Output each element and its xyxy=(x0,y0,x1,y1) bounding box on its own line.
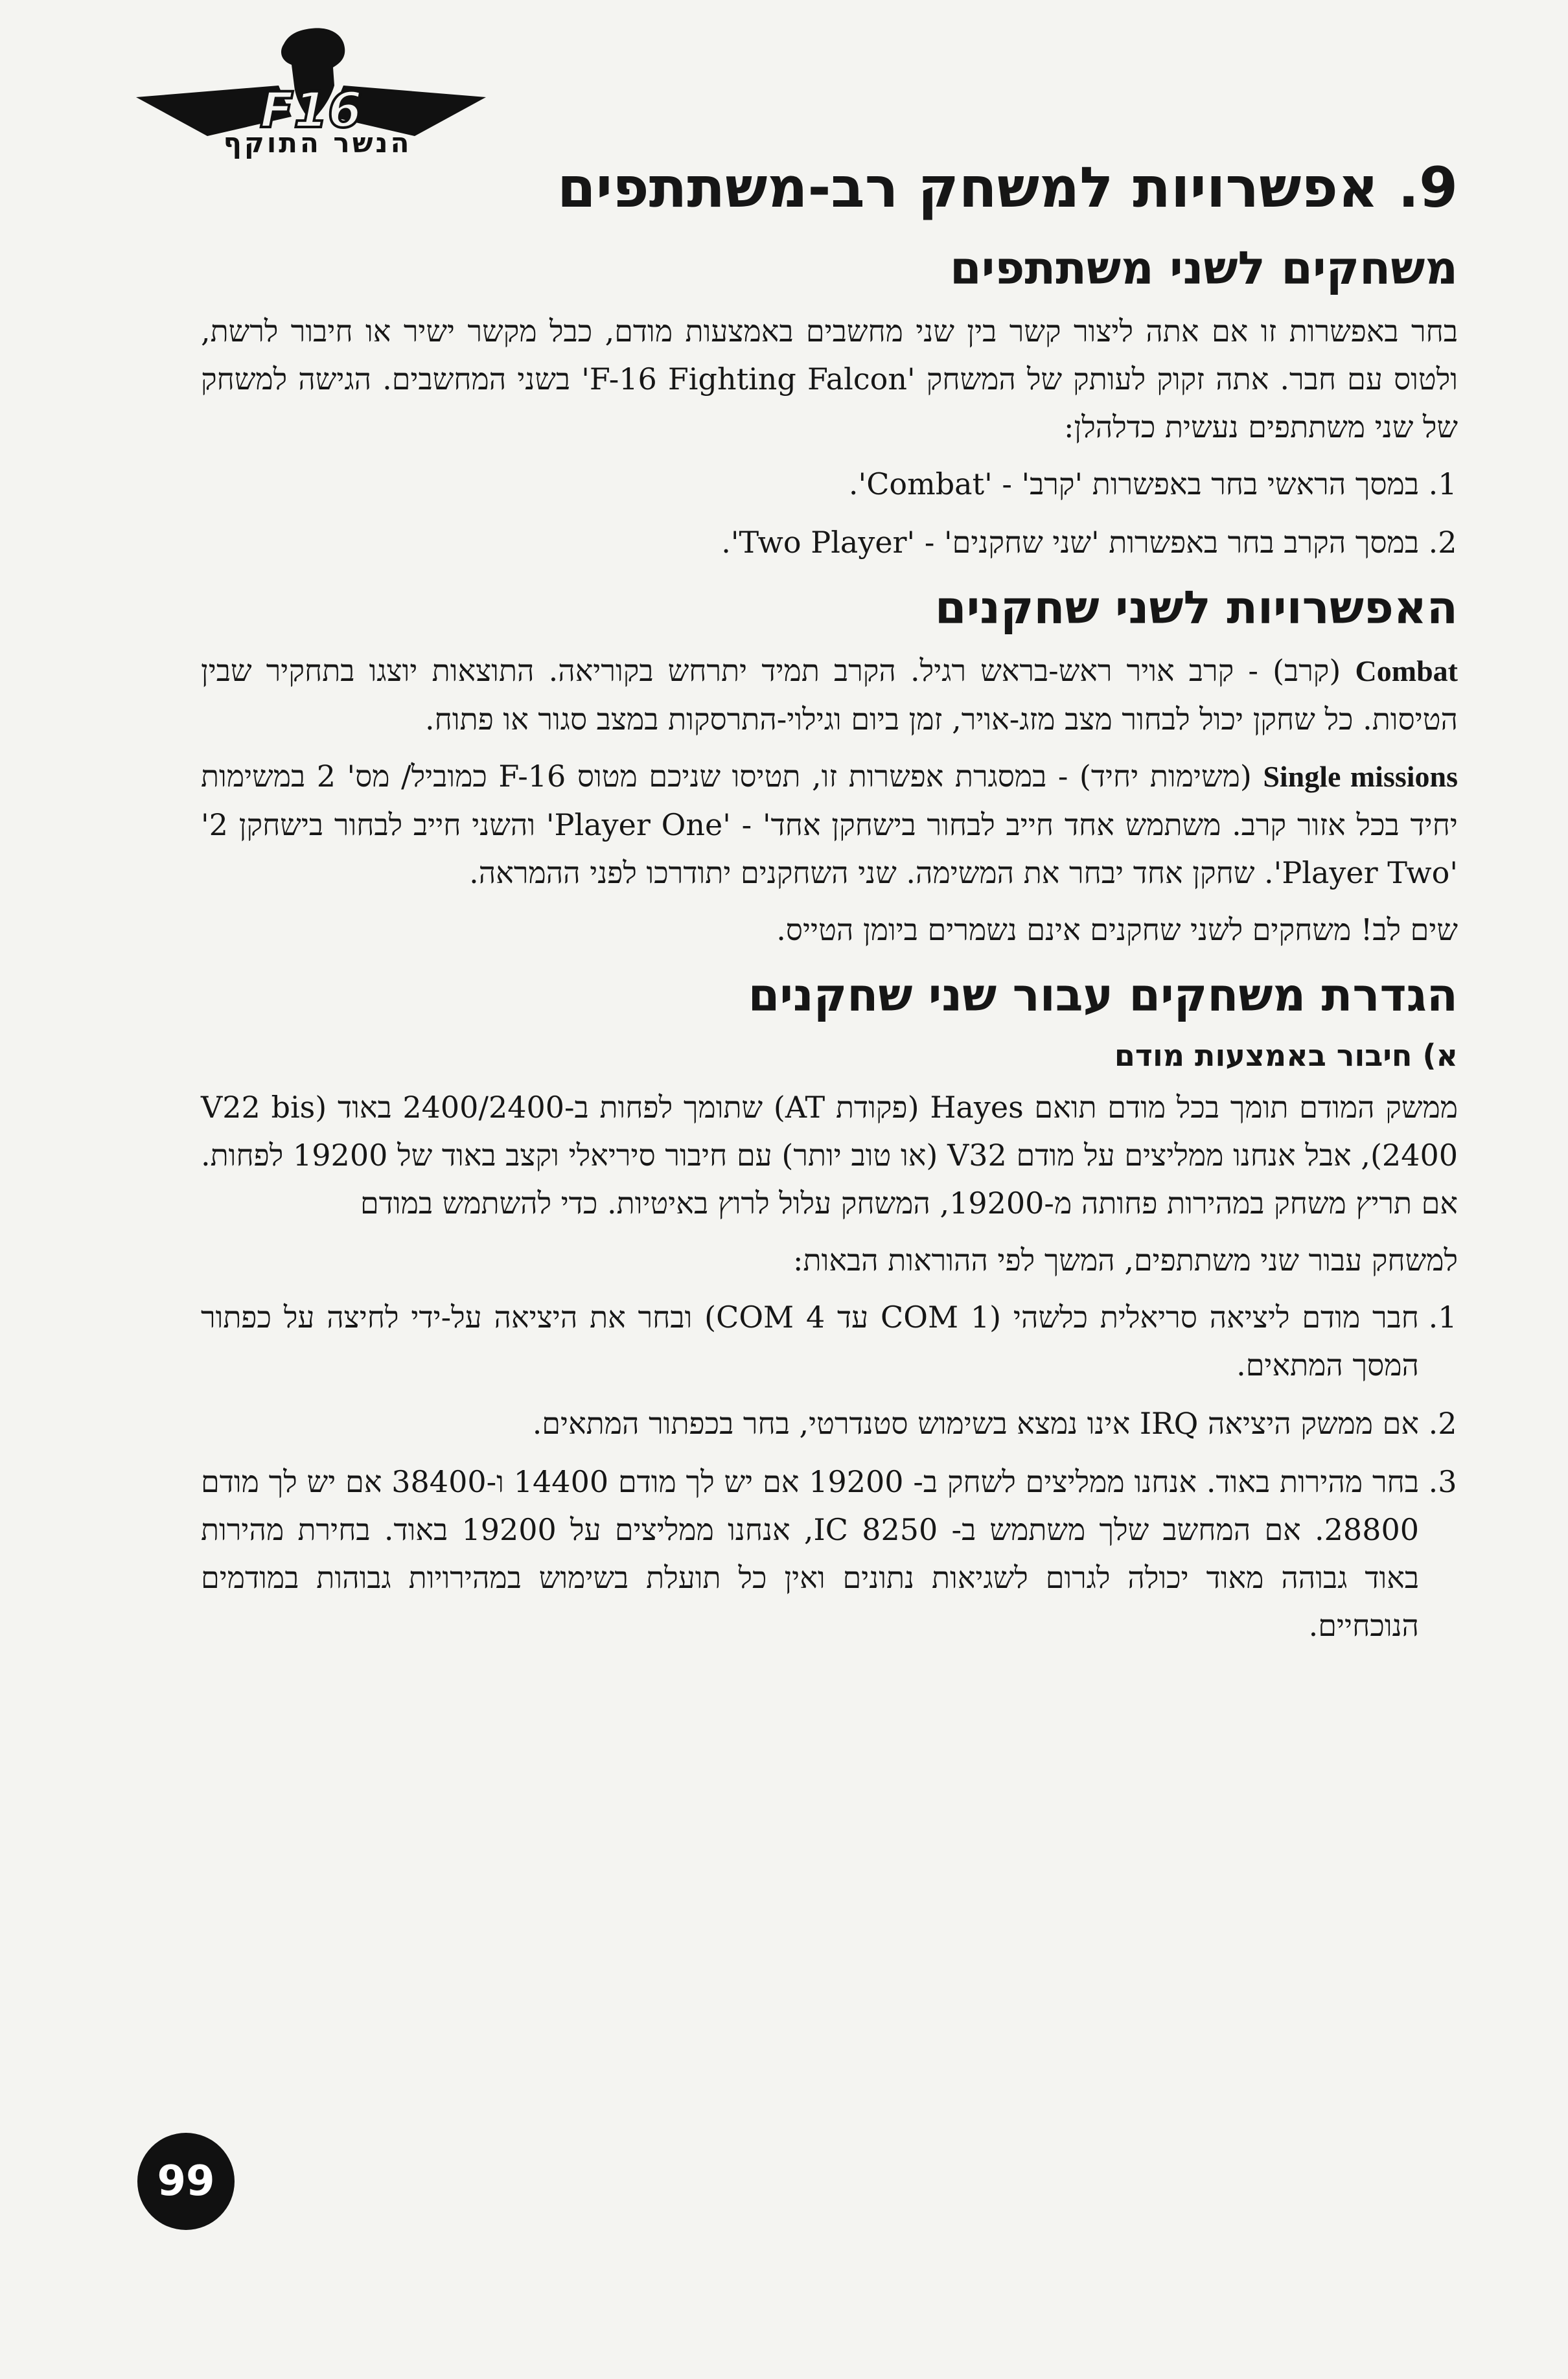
single-missions-paragraph xyxy=(201,752,1458,897)
list-item: 2. אם ממשק היציאה IRQ אינו נמצא בשימוש סטנדרטי, בחר בכפתור המתאים. xyxy=(201,1399,1419,1447)
modem-steps-list xyxy=(201,1293,1458,1649)
list-item: 1. חבר מודם ליציאה סריאלית כלשהי (COM 1 עד COM 4) ובחר את היציאה על-ידי לחיצה על כפתור המסך המתאים. xyxy=(201,1293,1419,1389)
svg-text:F16: F16 xyxy=(260,81,362,139)
single-missions-term: Single missions xyxy=(1263,760,1458,793)
intro-paragraph: בחר באפשרות זו אם אתה ליצור קשר בין שני מחשבים באמצעות מודם, כבל מקשר ישיר או חיבור לרשת, ולטוס עם חבר. אתה זקוק לעותק של המשחק 'F-16 Fighting Falcon' בשני המחשבים. הגישה למשחק של שני משתתפים נעשית כדלהלן: xyxy=(201,314,1458,444)
modem-subtitle: א) חיבור באמצעות מודם xyxy=(1114,1038,1458,1073)
chapter-heading: 9. אפשרויות למשחק רב-משתתפים xyxy=(557,155,1458,220)
page-number: 99 xyxy=(137,2133,235,2230)
combat-term: Combat xyxy=(1355,654,1458,687)
list-item: 1. במסך הראשי בחר באפשרות 'קרב' - 'Combat'. xyxy=(201,460,1419,508)
section-title-setup: הגדרת משחקים עבור שני שחקנים xyxy=(748,969,1458,1022)
combat-text: (קרב) - קרב אויר ראש-בראש רגיל. הקרב תמיד יתרחש בקוריאה. התוצאות יוצגו בתחקיר שבין הטיסות. כל שחקן יכול לבחור מצב מזג-אויר, זמן ביום וגילוי-התרסקות במצב סגור או פתוח. xyxy=(201,653,1458,737)
list-item: 2. במסך הקרב בחר באפשרות 'שני שחקנים' - 'Two Player'. xyxy=(201,518,1419,566)
page-content xyxy=(201,153,1458,1660)
note-paragraph: שים לב! משחקים לשני שחקנים אינם נשמרים ביומן הטייס. xyxy=(776,912,1458,947)
modem-paragraph: ממשק המודם תומך בכל מודם תואם Hayes (פקודת AT) שתומך לפחות ב-2400/2400 באוד (V22 bis 2400), אבל אנחנו ממליצים על מודם V32 (או טוב יותר) עם חיבור סיריאלי וקצב באוד של 19200 לפחות. אם תריץ משחק במהירות פחותה מ-19200, המשחק עלול לרוץ באיטיות. כדי להשתמש במודם xyxy=(201,1090,1458,1221)
logo-subtitle: הנשר התוקף xyxy=(223,127,412,159)
list-item: 3. בחר מהירות באוד. אנחנו ממליצים לשחק ב- 19200 אם יש לך מודם 14400 ו-38400 אם יש לך מודם 28800. אם המחשב שלך משתמש ב- 8250 IC, אנחנו ממליצים על 19200 באוד. בחירת מהירות באוד גבוהה מאוד יכולה לגרום לשגיאות נתונים ואין כל תועלת בשימוש במהירויות גבוהות במודמים הנוכחיים. xyxy=(201,1458,1419,1649)
access-steps-list xyxy=(201,460,1458,566)
section-title-two-participants: משחקים לשני משתתפים xyxy=(950,242,1458,295)
single-missions-text: (משימות יחיד) - במסגרת אפשרות זו, תטיסו שניכם מטוס F-16 כמוביל/ מס' 2 במשימות יחיד בכל אזור קרב. משתמש אחד חייב לבחור בישחקן אחד' - 'Player One' והשני חייב לבחור בישחקן 2' 'Player Two'. שחקן אחד יבחר את המשימה. שני השחקנים יתודרכו לפני ההמראה. xyxy=(201,759,1458,890)
combat-paragraph xyxy=(201,647,1458,743)
section-title-options: האפשרויות לשני שחקנים xyxy=(934,581,1458,634)
modem-instructions-intro: למשחק עבור שני משתתפים, המשך לפי ההוראות הבאות: xyxy=(793,1243,1458,1278)
